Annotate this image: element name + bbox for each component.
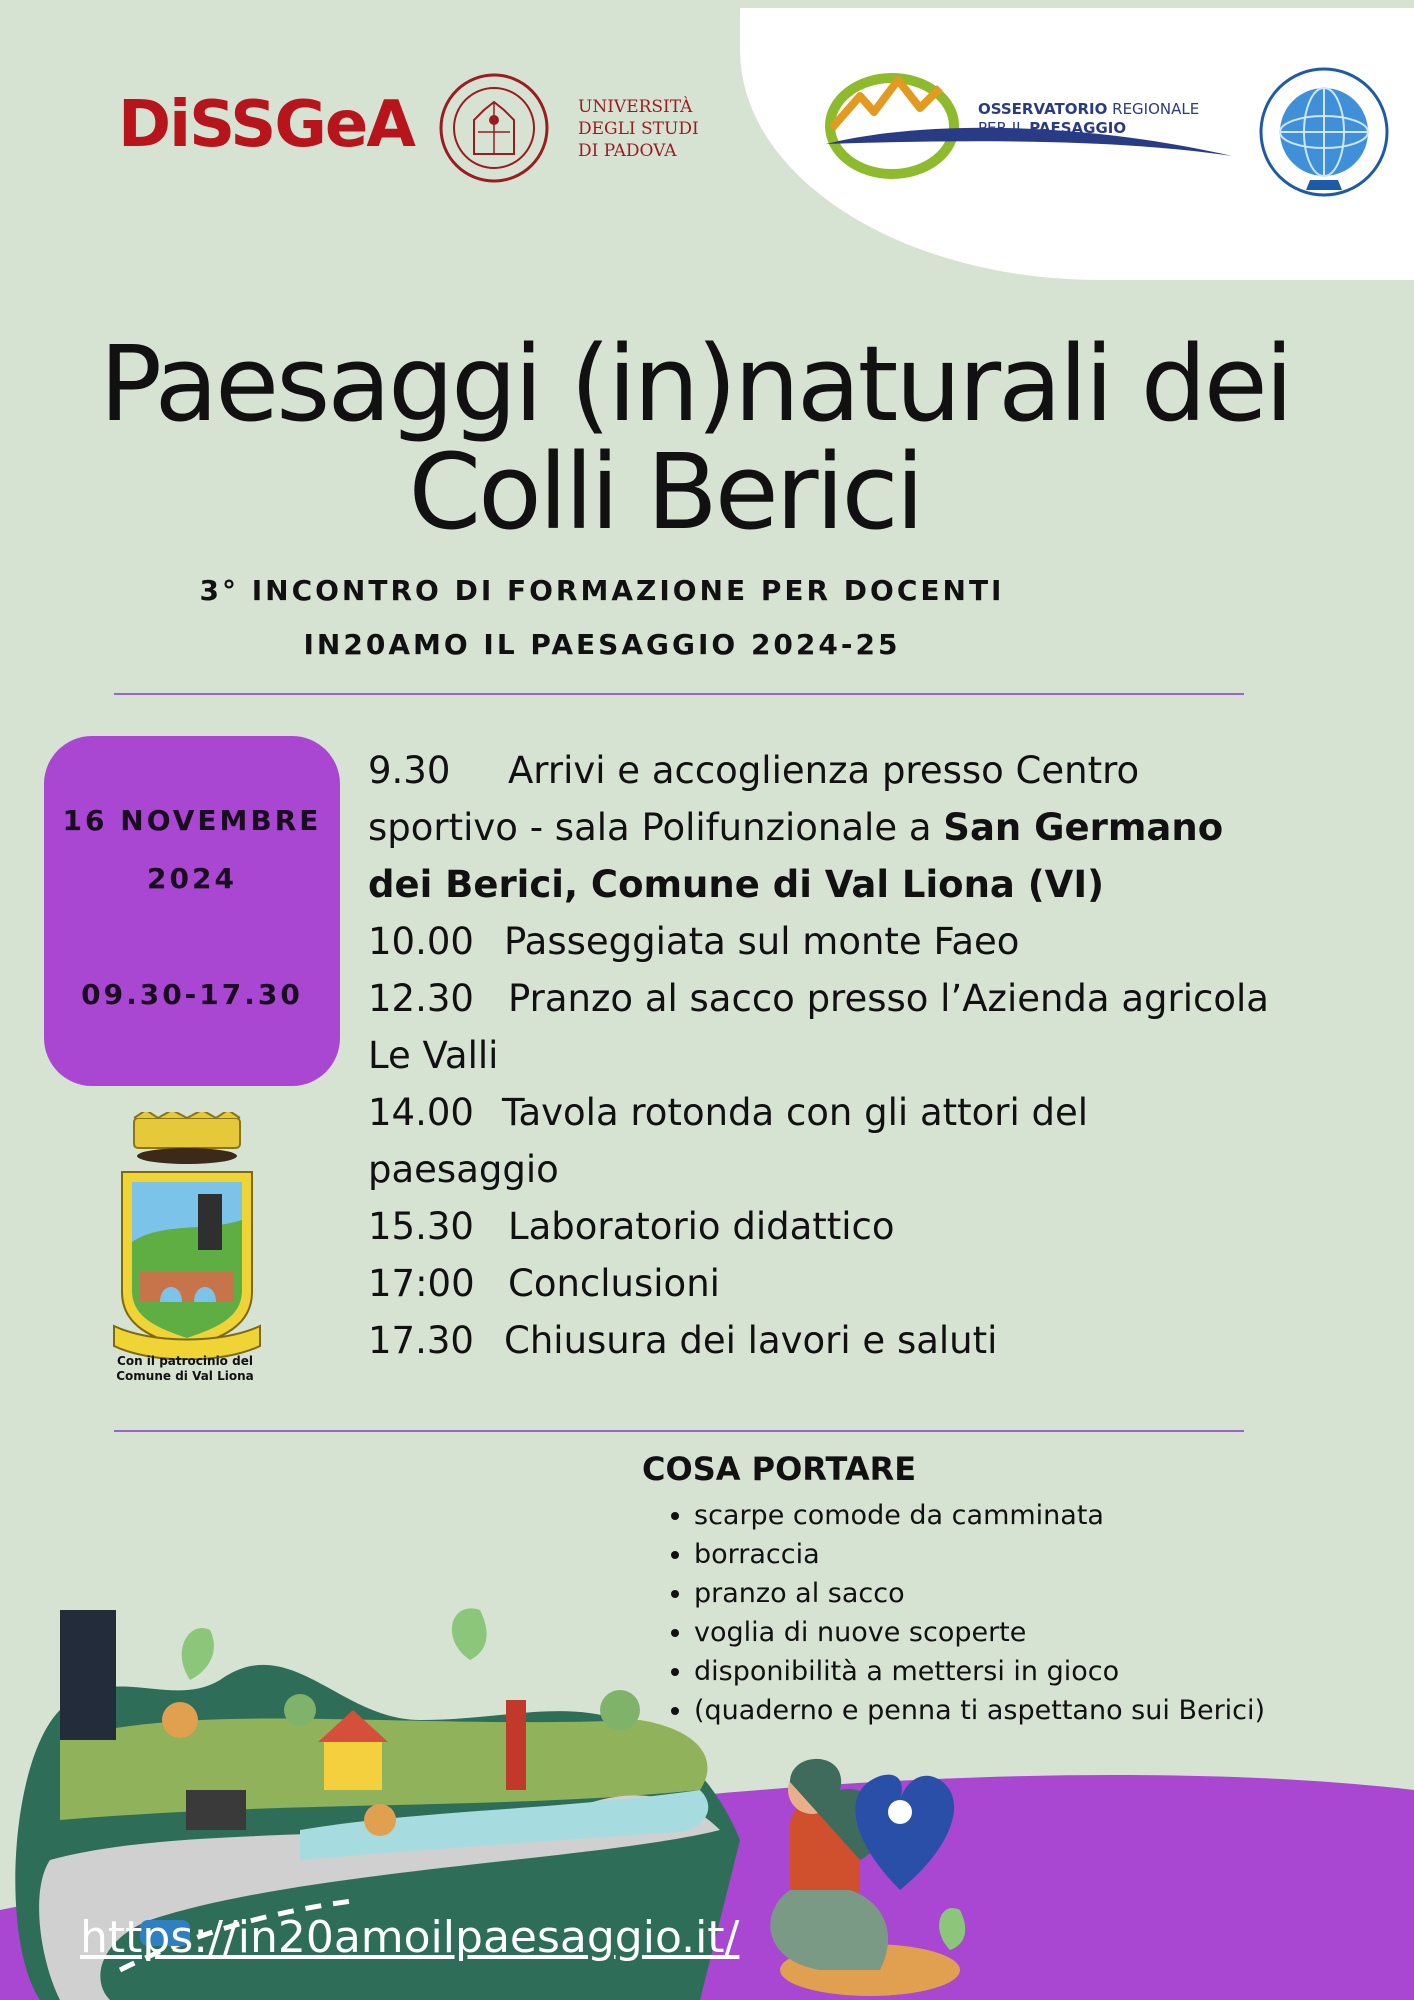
tree: [364, 1804, 396, 1836]
subtitle-line-2: IN20AMO IL PAESAGGIO 2024-25: [303, 628, 901, 661]
observatory-title-line-1: [978, 100, 1199, 118]
schedule-row: [368, 856, 1378, 913]
tall-building: [60, 1610, 116, 1740]
subtitle-line-1: 3° INCONTRO DI FORMAZIONE PER DOCENTI: [199, 574, 1005, 607]
schedule-row: [368, 1084, 1378, 1141]
schedule-text: Le Valli: [368, 1034, 499, 1077]
schedule-row: [368, 970, 1378, 1027]
schedule-text: sportivo - sala Polifunzionale a: [368, 806, 944, 849]
event-hours: 09.30-17.30: [81, 978, 303, 1011]
schedule-row: [368, 799, 1378, 856]
schedule-text: Tavola rotonda con gli attori del: [502, 1091, 1089, 1134]
leaf: [452, 1608, 487, 1660]
website-link[interactable]: https://in20amoilpaesaggio.it/: [80, 1912, 740, 1963]
what-to-bring-heading: COSA PORTARE: [642, 1450, 917, 1488]
dissgea-logo: DiSSGeA: [118, 88, 414, 162]
schedule-time: 15.30: [368, 1205, 474, 1248]
event-date-line-2: 2024: [147, 862, 237, 895]
lighthouse: [506, 1700, 526, 1790]
schedule-time: 9.30: [368, 749, 451, 792]
observatory-title-line-2: [978, 119, 1126, 137]
schedule-text: Conclusioni: [508, 1262, 720, 1305]
patronage-line-2: Comune di Val Liona: [116, 1369, 254, 1383]
schedule-text: Laboratorio didattico: [508, 1205, 895, 1248]
schedule-time: 17:00: [368, 1262, 475, 1305]
list-item: • scarpe comode da camminata: [694, 1496, 1265, 1535]
university-line-1: UNIVERSITÀ: [578, 97, 693, 117]
patronage-line-1: Con il patrocinio del: [117, 1354, 253, 1368]
university-line-3: DI PADOVA: [578, 141, 677, 161]
event-title: [0, 323, 1390, 553]
schedule-row: [368, 913, 1378, 970]
list-item: • voglia di nuove scoperte: [694, 1613, 1265, 1652]
schedule-row: [368, 1255, 1378, 1312]
schedule: [368, 742, 1378, 1369]
schedule-text: Chiusura dei lavori e saluti: [504, 1319, 998, 1362]
observatory-bold-1: OSSERVATORIO: [978, 100, 1108, 118]
schedule-text: Arrivi e accoglienza presso Centro: [508, 749, 1140, 792]
patronage-note: [90, 1354, 280, 1384]
geography-association-globe-icon: [1258, 66, 1390, 198]
date-box: [44, 736, 340, 1086]
list-item: • borraccia: [694, 1535, 1265, 1574]
schedule-time: 14.00: [368, 1091, 474, 1134]
observatory-bold-2: PAESAGGIO: [1029, 119, 1127, 137]
list-item: • (quaderno e penna ti aspettano sui Berici): [694, 1691, 1265, 1730]
divider-bottom: [114, 1430, 1244, 1432]
divider-top: [114, 693, 1244, 695]
tree: [600, 1690, 640, 1730]
schedule-row: [368, 1141, 1378, 1198]
university-seal-icon: [438, 72, 550, 184]
schedule-time: 12.30: [368, 977, 474, 1020]
val-liona-crest-icon: [112, 1112, 262, 1360]
title-line-2: Colli Berici: [408, 431, 922, 553]
what-to-bring-list: [642, 1496, 1265, 1730]
schedule-text: paesaggio: [368, 1148, 559, 1191]
title-line-1: Paesaggi (in)naturali dei: [99, 323, 1291, 445]
what-to-bring: [642, 1450, 1265, 1730]
header-top-strip: [740, 0, 1414, 8]
leaf: [182, 1628, 214, 1680]
observatory-rest-1: REGIONALE: [1107, 100, 1200, 118]
factory: [186, 1790, 246, 1830]
university-line-2: DEGLI STUDI: [578, 119, 699, 139]
schedule-time: 17.30: [368, 1319, 474, 1362]
schedule-row: [368, 1027, 1378, 1084]
schedule-row: [368, 1312, 1378, 1369]
schedule-text: Pranzo al sacco presso l’Azienda agricola: [508, 977, 1269, 1020]
schedule-row: [368, 742, 1378, 799]
schedule-row: [368, 1198, 1378, 1255]
list-item: • disponibilità a mettersi in gioco: [694, 1652, 1265, 1691]
schedule-time: 10.00: [368, 920, 474, 963]
schedule-venue-bold: dei Berici, Comune di Val Liona (VI): [368, 863, 1104, 906]
schedule-venue-bold: San Germano: [943, 806, 1224, 849]
tree: [284, 1694, 316, 1726]
event-date-line-1: 16 NOVEMBRE: [62, 804, 322, 837]
heart-pin-hole: [888, 1800, 912, 1824]
tree: [162, 1702, 198, 1738]
university-name: [578, 96, 699, 162]
yellow-house: [324, 1740, 382, 1790]
list-item: • pranzo al sacco: [694, 1574, 1265, 1613]
schedule-text: Passeggiata sul monte Faeo: [504, 920, 1020, 963]
observatory-pre-2: PER IL: [978, 119, 1030, 137]
